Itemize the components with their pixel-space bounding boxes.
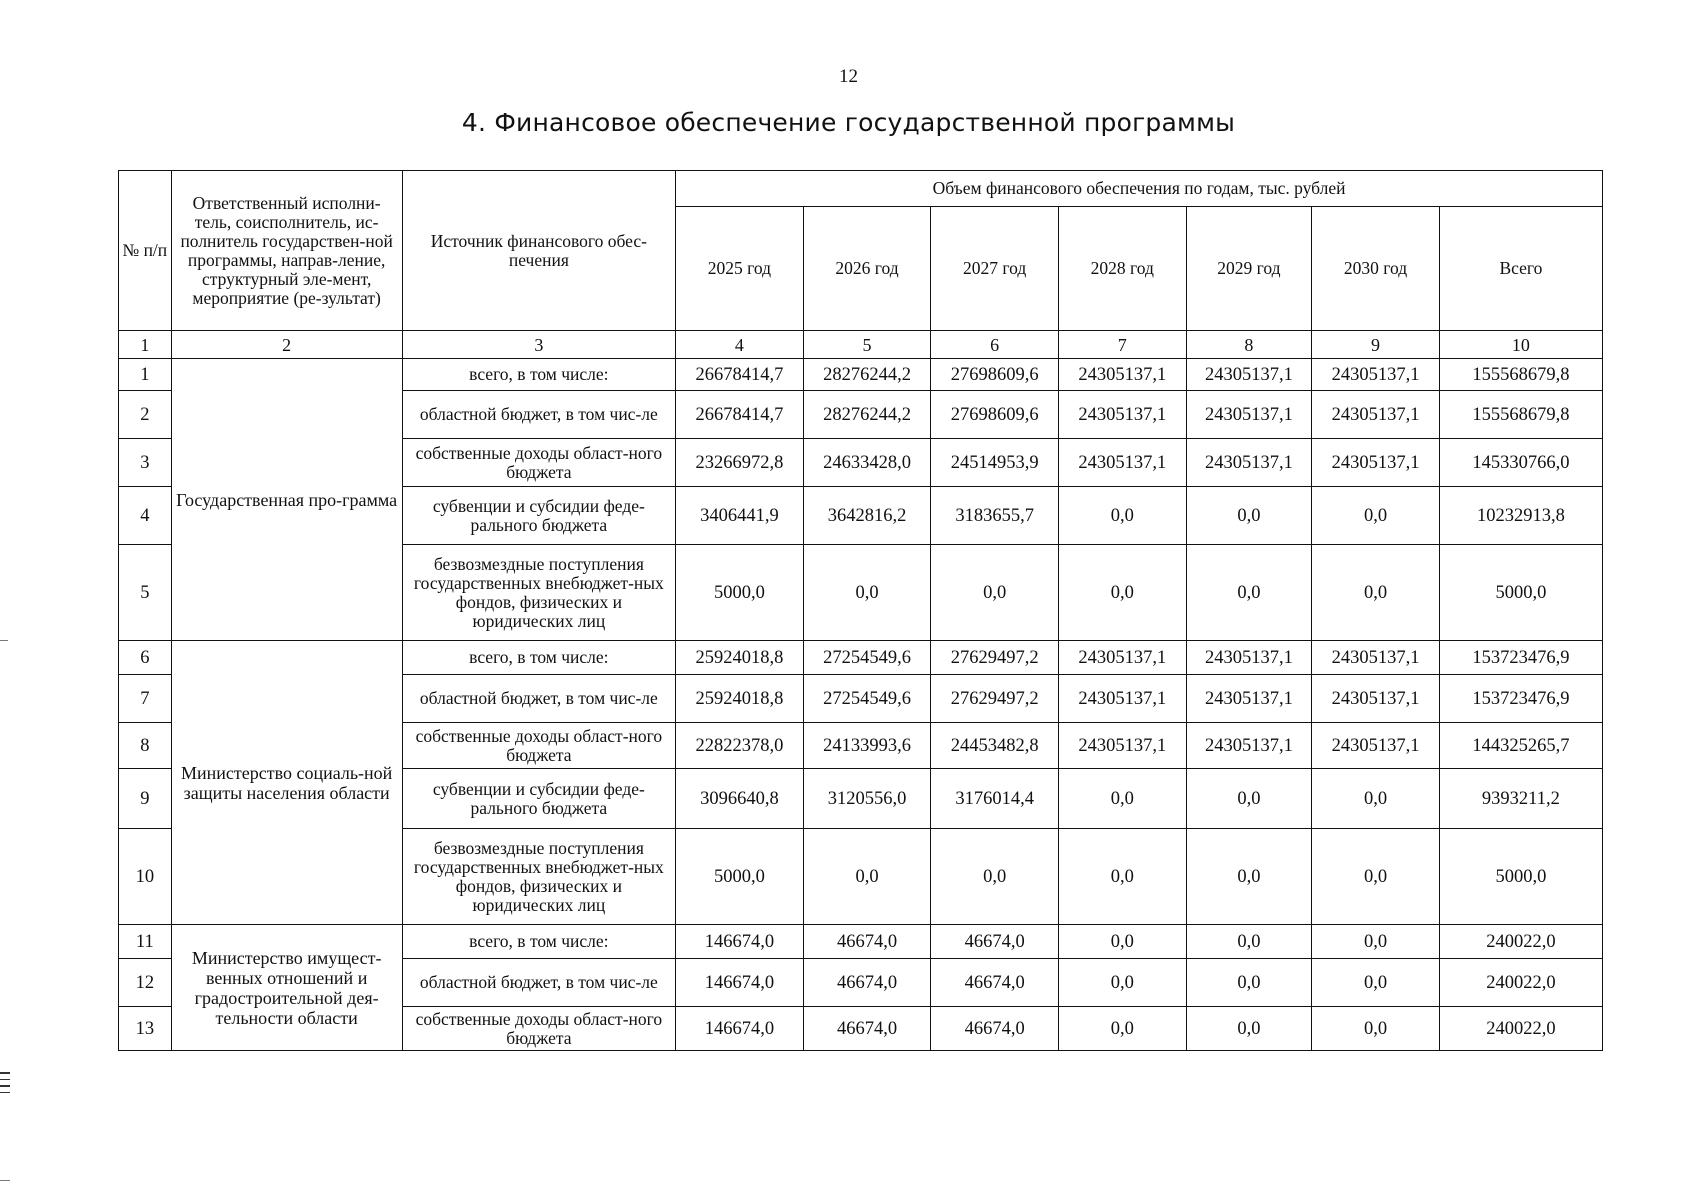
row-number: 9 — [119, 769, 172, 829]
financing-table — [118, 170, 1603, 1051]
year-value: 26678414,7 — [676, 391, 804, 439]
year-value: 3120556,0 — [803, 769, 931, 829]
header-total: Всего — [1439, 207, 1602, 331]
year-value: 27254549,6 — [803, 675, 931, 723]
row-number: 13 — [119, 1007, 172, 1051]
row-number: 3 — [119, 439, 172, 487]
page-title: 4. Финансовое обеспечение государственной программы — [461, 108, 1236, 137]
year-value: 24305137,1 — [1186, 641, 1312, 675]
funding-source: собственные доходы област-ного бюджета — [402, 1007, 675, 1051]
year-value: 24305137,1 — [1186, 675, 1312, 723]
year-value: 3642816,2 — [803, 487, 931, 545]
year-value: 24453482,8 — [931, 723, 1059, 769]
year-value: 24305137,1 — [1186, 723, 1312, 769]
funding-source: безвозмездные поступления государственных внебюджет-ных фондов, физических и юридических лиц — [402, 545, 675, 641]
year-value: 26678414,7 — [676, 359, 804, 391]
year-value: 0,0 — [931, 829, 1059, 925]
year-value: 28276244,2 — [803, 391, 931, 439]
year-value: 27629497,2 — [931, 675, 1059, 723]
total-value: 10232913,8 — [1439, 487, 1602, 545]
row-number: 1 — [119, 359, 172, 391]
header-no: № п/п — [119, 171, 172, 331]
year-value: 24633428,0 — [803, 439, 931, 487]
responsible-executor: Государственная про-грамма — [171, 359, 402, 641]
year-value: 24305137,1 — [1186, 391, 1312, 439]
row-number: 12 — [119, 959, 172, 1007]
row-number: 7 — [119, 675, 172, 723]
total-value: 5000,0 — [1439, 545, 1602, 641]
column-number: 8 — [1186, 331, 1312, 359]
column-number: 6 — [931, 331, 1059, 359]
year-value: 46674,0 — [931, 1007, 1059, 1051]
year-value: 3096640,8 — [676, 769, 804, 829]
funding-source: субвенции и субсидии феде-рального бюджета — [402, 769, 675, 829]
year-value: 0,0 — [1312, 829, 1440, 925]
year-value: 27698609,6 — [931, 391, 1059, 439]
funding-source: областной бюджет, в том чис-ле — [402, 675, 675, 723]
year-value: 0,0 — [1186, 925, 1312, 959]
year-value: 5000,0 — [676, 829, 804, 925]
year-value: 0,0 — [1186, 959, 1312, 1007]
responsible-executor: Министерство имущест-венных отношений и градостроительной дея-тельности области — [171, 925, 402, 1051]
funding-source: безвозмездные поступления государственных внебюджет-ных фондов, физических и юридических лиц — [402, 829, 675, 925]
year-value: 0,0 — [1312, 545, 1440, 641]
table-row — [119, 641, 1603, 675]
header-year-2027: 2027 год — [931, 207, 1059, 331]
year-value: 0,0 — [803, 545, 931, 641]
year-value: 0,0 — [1186, 545, 1312, 641]
year-value: 0,0 — [1058, 545, 1186, 641]
year-value: 0,0 — [1186, 1007, 1312, 1051]
year-value: 25924018,8 — [676, 675, 804, 723]
total-value: 153723476,9 — [1439, 641, 1602, 675]
year-value: 5000,0 — [676, 545, 804, 641]
year-value: 24305137,1 — [1058, 641, 1186, 675]
page-number: 12 — [839, 66, 858, 87]
year-value: 146674,0 — [676, 959, 804, 1007]
year-value: 0,0 — [1058, 829, 1186, 925]
header-year-2029: 2029 год — [1186, 207, 1312, 331]
column-number: 4 — [676, 331, 804, 359]
year-value: 0,0 — [1312, 925, 1440, 959]
year-value: 0,0 — [1058, 769, 1186, 829]
margin-mark — [0, 1072, 10, 1098]
year-value: 0,0 — [1058, 959, 1186, 1007]
year-value: 24305137,1 — [1312, 641, 1440, 675]
financing-table-wrap — [118, 170, 1603, 1051]
year-value: 0,0 — [1058, 1007, 1186, 1051]
total-value: 155568679,8 — [1439, 391, 1602, 439]
year-value: 28276244,2 — [803, 359, 931, 391]
year-value: 0,0 — [1186, 829, 1312, 925]
header-year-2025: 2025 год — [676, 207, 804, 331]
year-value: 24305137,1 — [1058, 439, 1186, 487]
row-number: 2 — [119, 391, 172, 439]
header-responsible: Ответственный исполни-тель, соисполнитель, ис-полнитель государствен-ной программы, направ-ление, структурный эле-мент, мероприятие (ре-зультат) — [171, 171, 402, 331]
header-source: Источник финансового обес-печения — [402, 171, 675, 331]
header-year-2026: 2026 год — [803, 207, 931, 331]
funding-source: всего, в том числе: — [402, 641, 675, 675]
funding-source: областной бюджет, в том чис-ле — [402, 959, 675, 1007]
year-value: 22822378,0 — [676, 723, 804, 769]
year-value: 24305137,1 — [1312, 391, 1440, 439]
year-value: 24133993,6 — [803, 723, 931, 769]
total-value: 240022,0 — [1439, 959, 1602, 1007]
year-value: 24305137,1 — [1312, 439, 1440, 487]
funding-source: собственные доходы област-ного бюджета — [402, 439, 675, 487]
year-value: 24305137,1 — [1186, 359, 1312, 391]
total-value: 153723476,9 — [1439, 675, 1602, 723]
year-value: 27629497,2 — [931, 641, 1059, 675]
year-value: 24514953,9 — [931, 439, 1059, 487]
row-number: 5 — [119, 545, 172, 641]
year-value: 0,0 — [1312, 487, 1440, 545]
row-number: 10 — [119, 829, 172, 925]
funding-source: областной бюджет, в том чис-ле — [402, 391, 675, 439]
year-value: 0,0 — [1312, 1007, 1440, 1051]
column-number: 2 — [171, 331, 402, 359]
year-value: 24305137,1 — [1058, 359, 1186, 391]
year-value: 46674,0 — [803, 925, 931, 959]
funding-source: собственные доходы област-ного бюджета — [402, 723, 675, 769]
table-row — [119, 359, 1603, 391]
year-value: 24305137,1 — [1312, 359, 1440, 391]
year-value: 3406441,9 — [676, 487, 804, 545]
table-header — [119, 171, 1603, 359]
year-value: 25924018,8 — [676, 641, 804, 675]
total-value: 144325265,7 — [1439, 723, 1602, 769]
total-value: 240022,0 — [1439, 1007, 1602, 1051]
margin-dash — [0, 640, 8, 641]
year-value: 0,0 — [931, 545, 1059, 641]
funding-source: всего, в том числе: — [402, 925, 675, 959]
year-value: 24305137,1 — [1058, 723, 1186, 769]
funding-source: всего, в том числе: — [402, 359, 675, 391]
year-value: 0,0 — [1058, 925, 1186, 959]
year-value: 24305137,1 — [1186, 439, 1312, 487]
total-value: 240022,0 — [1439, 925, 1602, 959]
column-number: 1 — [119, 331, 172, 359]
responsible-executor: Министерство социаль-ной защиты населения области — [171, 641, 402, 925]
column-number-row — [119, 331, 1603, 359]
row-number: 8 — [119, 723, 172, 769]
table-row — [119, 925, 1603, 959]
year-value: 24305137,1 — [1058, 391, 1186, 439]
total-value: 155568679,8 — [1439, 359, 1602, 391]
year-value: 46674,0 — [931, 925, 1059, 959]
year-value: 0,0 — [1058, 487, 1186, 545]
year-value: 24305137,1 — [1312, 675, 1440, 723]
year-value: 146674,0 — [676, 925, 804, 959]
year-value: 24305137,1 — [1058, 675, 1186, 723]
row-number: 4 — [119, 487, 172, 545]
column-number: 5 — [803, 331, 931, 359]
year-value: 0,0 — [1312, 959, 1440, 1007]
margin-dash — [0, 1180, 10, 1181]
total-value: 145330766,0 — [1439, 439, 1602, 487]
year-value: 146674,0 — [676, 1007, 804, 1051]
year-value: 27254549,6 — [803, 641, 931, 675]
year-value: 3183655,7 — [931, 487, 1059, 545]
total-value: 9393211,2 — [1439, 769, 1602, 829]
row-number: 6 — [119, 641, 172, 675]
total-value: 5000,0 — [1439, 829, 1602, 925]
year-value: 46674,0 — [931, 959, 1059, 1007]
header-volume-group: Объем финансового обеспечения по годам, тыс. рублей — [676, 171, 1603, 207]
funding-source: субвенции и субсидии феде-рального бюджета — [402, 487, 675, 545]
year-value: 0,0 — [803, 829, 931, 925]
header-year-2030: 2030 год — [1312, 207, 1440, 331]
year-value: 27698609,6 — [931, 359, 1059, 391]
year-value: 0,0 — [1186, 487, 1312, 545]
year-value: 24305137,1 — [1312, 723, 1440, 769]
column-number: 7 — [1058, 331, 1186, 359]
year-value: 46674,0 — [803, 959, 931, 1007]
year-value: 0,0 — [1186, 769, 1312, 829]
year-value: 3176014,4 — [931, 769, 1059, 829]
table-body — [119, 359, 1603, 1051]
year-value: 0,0 — [1312, 769, 1440, 829]
row-number: 11 — [119, 925, 172, 959]
header-year-2028: 2028 год — [1058, 207, 1186, 331]
year-value: 46674,0 — [803, 1007, 931, 1051]
column-number: 9 — [1312, 331, 1440, 359]
column-number: 10 — [1439, 331, 1602, 359]
year-value: 23266972,8 — [676, 439, 804, 487]
column-number: 3 — [402, 331, 675, 359]
